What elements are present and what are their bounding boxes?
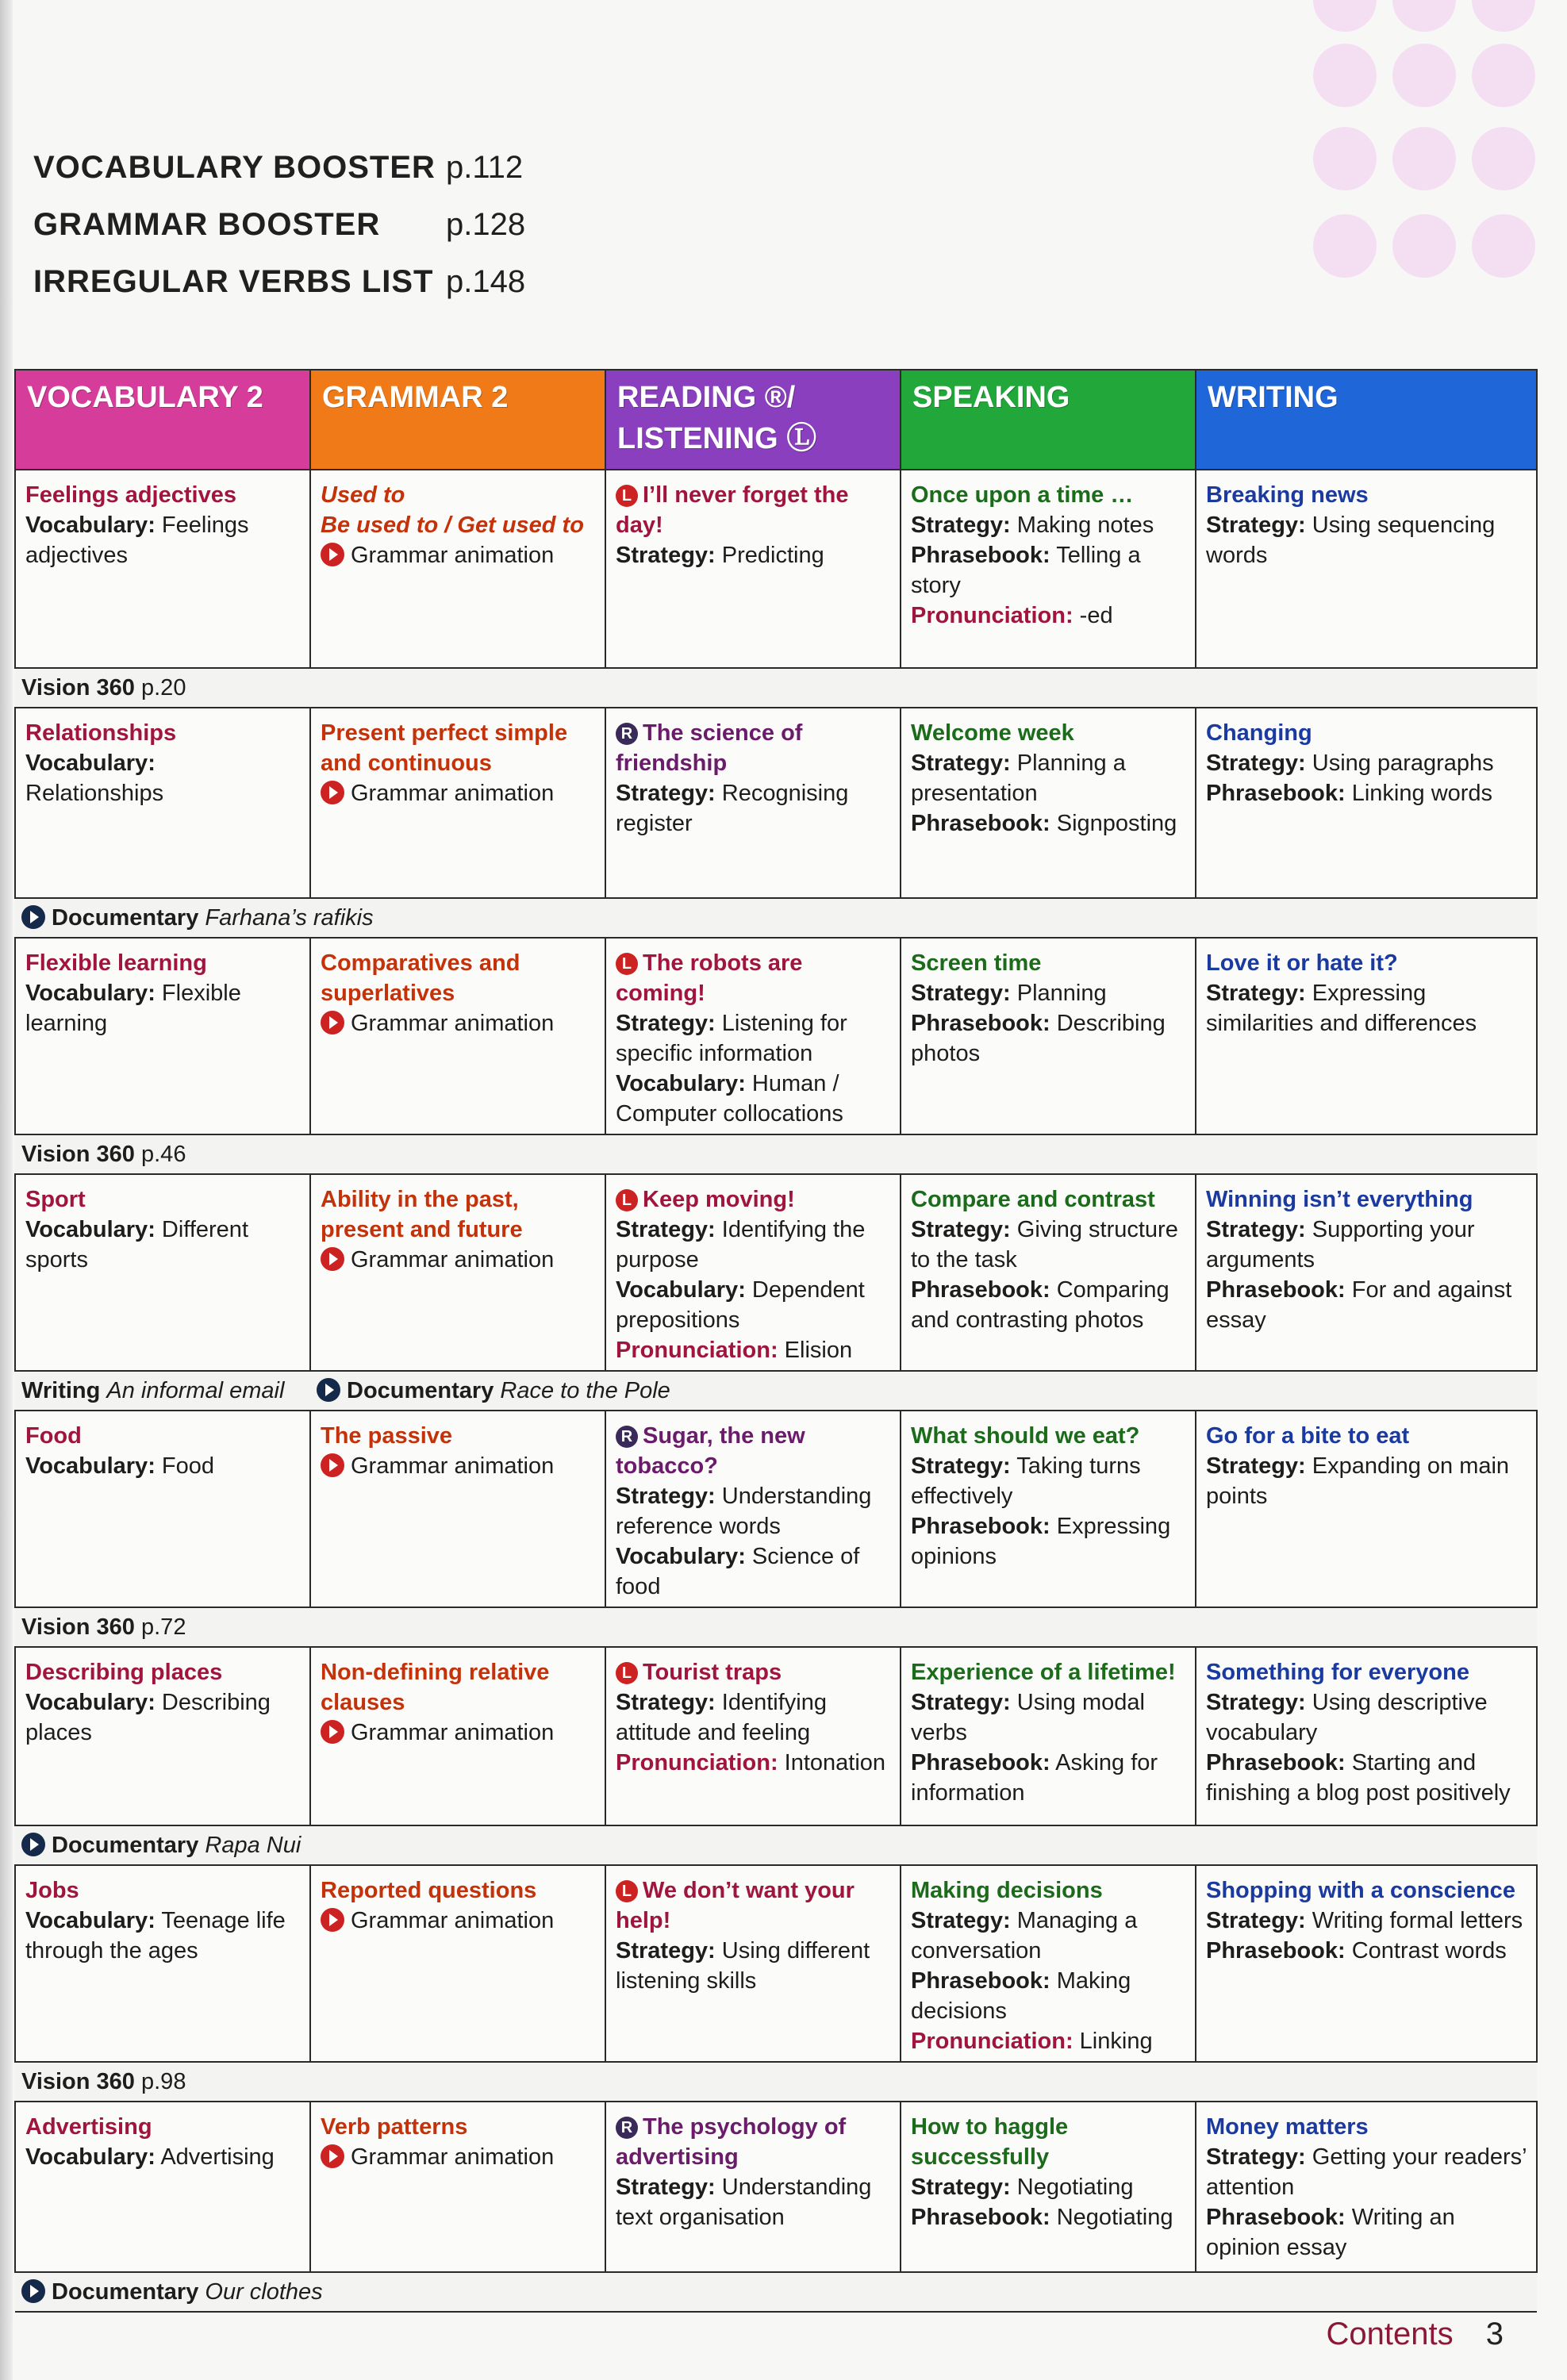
booster-list [33,139,525,310]
speaking-cell: Welcome week Strategy: Planning a presentation Phrasebook: Signposting [901,708,1196,898]
grammar-cell: Ability in the past, present and future Grammar animation [310,1174,605,1371]
unit-row [15,708,1537,898]
unit-row [15,1174,1537,1371]
writing-cell: Changing Strategy: Using paragraphs Phrasebook: Linking words [1196,708,1537,898]
grammar-cell: Non-defining relative clauses Grammar animation [310,1647,605,1825]
booster-item [33,139,525,196]
speaking-cell: How to haggle successfully Strategy: Negotiating Phrasebook: Negotiating [901,2102,1196,2272]
play-circle-icon[interactable] [317,1378,340,1402]
unit-row [15,1411,1537,1607]
listening-icon: L [616,1189,638,1211]
speaking-cell: Experience of a lifetime! Strategy: Using modal verbs Phrasebook: Asking for information [901,1647,1196,1825]
booster-item [33,196,525,253]
band-row [15,1825,1537,1865]
unit-row [15,470,1537,668]
vocab-cell: Describing places Vocabulary: Describing places [15,1647,310,1825]
vocab-cell: Flexible learning Vocabulary: Flexible learning [15,938,310,1134]
listening-icon: L [616,1662,638,1684]
play-circle-icon[interactable] [21,2279,45,2303]
play-circle-icon[interactable] [21,905,45,929]
speaking-cell: Compare and contrast Strategy: Giving structure to the task Phrasebook: Comparing and contrasting photos [901,1174,1196,1371]
vocab-cell: Relationships Vocabulary: Relationships [15,708,310,898]
header-grammar-2: GRAMMAR 2 [310,370,605,470]
writing-cell: Shopping with a conscience Strategy: Writing formal letters Phrasebook: Contrast words [1196,1865,1537,2062]
reading-icon: R [616,1426,638,1448]
reading-cell: L We don’t want your help! Strategy: Using different listening skills [605,1865,901,2062]
play-circle-icon[interactable] [321,1011,344,1035]
speaking-cell: Once upon a time … Strategy: Making notes Phrasebook: Telling a story Pronunciation: -ed [901,470,1196,668]
play-circle-icon[interactable] [321,2144,344,2168]
band-row [15,1134,1537,1174]
unit-row [15,2102,1537,2272]
band-row [15,668,1537,708]
reading-cell: L Tourist traps Strategy: Identifying attitude and feeling Pronunciation: Intonation [605,1647,901,1825]
booster-item [33,253,525,310]
unit-row [15,1865,1537,2062]
writing-cell: Winning isn’t everything Strategy: Supporting your arguments Phrasebook: For and against essay [1196,1174,1537,1371]
documentary-link[interactable]: Documentary Rapa Nui [15,1825,1537,1865]
writing-link[interactable]: Writing An informal email [15,1371,310,1411]
grammar-cell: Used to Be used to / Get used to Grammar animation [310,470,605,668]
grammar-cell: Comparatives and superlatives Grammar animation [310,938,605,1134]
reading-cell: R The psychology of advertising Strategy: Understanding text organisation [605,2102,901,2272]
band-row [15,1607,1537,1647]
listening-icon: L [616,485,638,507]
unit-row [15,1647,1537,1825]
band-row [15,2272,1537,2312]
vocab-cell: Jobs Vocabulary: Teenage life through the ages [15,1865,310,2062]
speaking-cell: Making decisions Strategy: Managing a conversation Phrasebook: Making decisions Pronunciation: Linking [901,1865,1196,2062]
vocab-cell: Feelings adjectives Vocabulary: Feelings adjectives [15,470,310,668]
writing-cell: Breaking news Strategy: Using sequencing words [1196,470,1537,668]
reading-cell: R Sugar, the new tobacco? Strategy: Understanding reference words Vocabulary: Science of food [605,1411,901,1607]
grammar-cell: Verb patterns Grammar animation [310,2102,605,2272]
page-footer [1327,2317,1504,2352]
booster-name: VOCABULARY BOOSTER [33,149,436,185]
contents-table [14,369,1538,2313]
documentary-link[interactable]: Documentary Our clothes [15,2272,1537,2312]
play-circle-icon[interactable] [321,543,344,566]
reading-icon: R [616,723,638,745]
play-circle-icon[interactable] [21,1833,45,1856]
decorative-dots [1329,0,1567,317]
header-row [15,370,1537,470]
booster-name: GRAMMAR BOOSTER [33,206,381,242]
writing-cell: Something for everyone Strategy: Using descriptive vocabulary Phrasebook: Starting and finishing a blog post positively [1196,1647,1537,1825]
writing-cell: Money matters Strategy: Getting your readers’ attention Phrasebook: Writing an opinion essay [1196,2102,1537,2272]
listening-icon: L [616,953,638,975]
header-writing: WRITING [1196,370,1537,470]
vision-360-link[interactable]: Vision 360 p.20 [15,668,1537,708]
booster-page: p.148 [446,263,526,299]
speaking-cell: Screen time Strategy: Planning Phrasebook: Describing photos [901,938,1196,1134]
documentary-link[interactable]: Documentary Race to the Pole [310,1371,1537,1411]
band-row [15,1371,1537,1411]
vocab-cell: Sport Vocabulary: Different sports [15,1174,310,1371]
play-circle-icon[interactable] [321,1247,344,1271]
vocab-cell: Advertising Vocabulary: Advertising [15,2102,310,2272]
vocab-cell: Food Vocabulary: Food [15,1411,310,1607]
listening-icon: L [616,1880,638,1902]
footer-title: Contents [1326,2317,1454,2351]
play-circle-icon[interactable] [321,781,344,804]
writing-cell: Go for a bite to eat Strategy: Expanding on main points [1196,1411,1537,1607]
page-number: 3 [1485,2317,1504,2351]
header-vocabulary-2: VOCABULARY 2 [15,370,310,470]
vision-360-link[interactable]: Vision 360 p.98 [15,2062,1537,2102]
grammar-cell: Reported questions Grammar animation [310,1865,605,2062]
reading-cell: L The robots are coming! Strategy: Listening for specific information Vocabulary: Human / Computer collocations [605,938,901,1134]
unit-row [15,938,1537,1134]
reading-cell: L Keep moving! Strategy: Identifying the purpose Vocabulary: Dependent prepositions Pronunciation: Elision [605,1174,901,1371]
booster-page: p.128 [446,206,526,242]
writing-cell: Love it or hate it? Strategy: Expressing similarities and differences [1196,938,1537,1134]
booster-page: p.112 [446,149,524,185]
reading-cell: L I’ll never forget the day! Strategy: Predicting [605,470,901,668]
reading-icon: R [616,2117,638,2139]
vision-360-link[interactable]: Vision 360 p.46 [15,1134,1537,1174]
play-circle-icon[interactable] [321,1720,344,1744]
header-reading-listening: READING ®/ LISTENING Ⓛ [605,370,901,470]
header-speaking: SPEAKING [901,370,1196,470]
documentary-link[interactable]: Documentary Farhana’s rafikis [15,898,1537,938]
speaking-cell: What should we eat? Strategy: Taking turns effectively Phrasebook: Expressing opinions [901,1411,1196,1607]
play-circle-icon[interactable] [321,1453,344,1477]
band-row [15,2062,1537,2102]
book-spine-shadow [0,0,13,2380]
band-row [15,898,1537,938]
vision-360-link[interactable]: Vision 360 p.72 [15,1607,1537,1647]
booster-name: IRREGULAR VERBS LIST [33,263,434,299]
play-circle-icon[interactable] [321,1908,344,1932]
grammar-cell: The passive Grammar animation [310,1411,605,1607]
grammar-cell: Present perfect simple and continuous Grammar animation [310,708,605,898]
reading-cell: R The science of friendship Strategy: Recognising register [605,708,901,898]
